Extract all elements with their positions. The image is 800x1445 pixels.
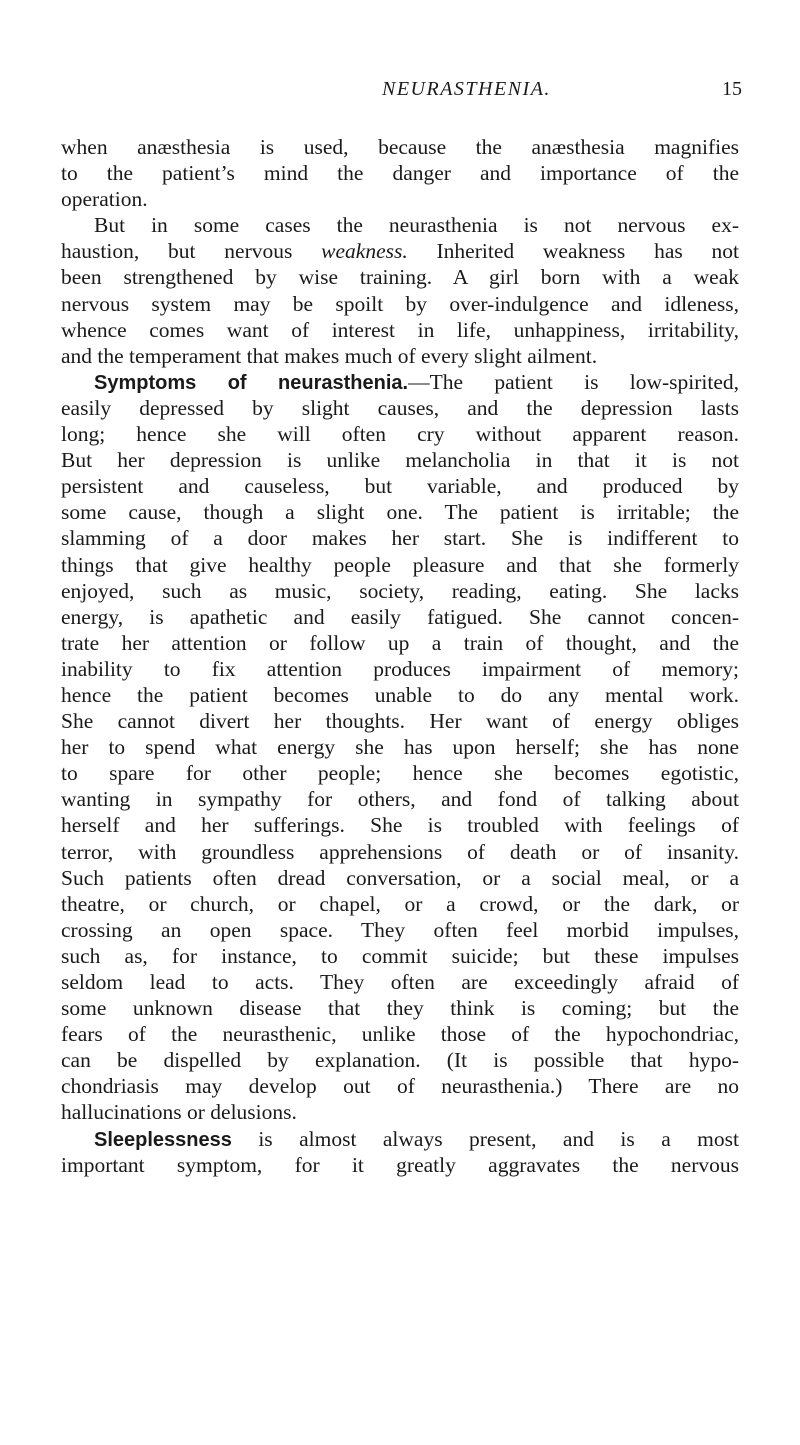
text-line: easily depressed by slight causes, and the depression lasts (61, 395, 739, 420)
text-line: whence comes want of interest in life, unhappiness, irritability, (61, 317, 739, 342)
text-line: some cause, though a slight one. The patient is irritable; the (61, 500, 739, 525)
text-line: her to spend what energy she has upon herself; she has none (61, 735, 739, 760)
text-segment: —The patient is low-spirited, (408, 369, 740, 394)
text-segment: haustion, but nervous (61, 239, 322, 264)
text-line: seldom lead to acts. They often are exceedingly afraid of (61, 970, 739, 994)
text-line: inability to fix attention produces impairment of memory; (61, 656, 739, 681)
text-line: She cannot divert her thoughts. Her want of energy obliges (61, 709, 739, 734)
text-line: terror, with groundless apprehensions of death or of insanity. (61, 839, 739, 864)
text-line: slamming of a door makes her start. She is indifferent to (61, 526, 739, 551)
text-line: nervous system may be spoilt by over-indulgence and idleness, (61, 291, 739, 316)
side-heading-sleeplessness: Sleeplessness (94, 1128, 232, 1151)
text-line: fears of the neurasthenic, unlike those of the hypochondriac, (61, 1022, 739, 1047)
text-line (61, 238, 739, 264)
text-line: operation. (61, 187, 148, 212)
text-line: chondriasis may develop out of neurasthenia.) There are no (61, 1074, 739, 1099)
text-line: been strengthened by wise training. A girl born with a weak (61, 265, 739, 290)
text-line: But her depression is unlike melancholia in that it is not (61, 448, 739, 473)
text-line: to spare for other people; hence she becomes egotistic, (61, 761, 739, 786)
text-line: important symptom, for it greatly aggravates the nervous (61, 1152, 739, 1177)
body-text (61, 134, 739, 1178)
running-head (0, 74, 800, 104)
text-line: some unknown disease that they think is coming; but the (61, 996, 739, 1021)
text-line: and the temperament that makes much of every slight ailment. (61, 343, 598, 368)
text-line: such as, for instance, to commit suicide; but these impulses (61, 943, 739, 968)
text-line: enjoyed, such as music, society, reading, eating. She lacks (61, 578, 739, 603)
text-line: herself and her sufferings. She is troubled with feelings of (61, 813, 739, 838)
text-line: crossing an open space. They often feel morbid impulses, (61, 917, 739, 942)
text-line: can be dispelled by explanation. (It is possible that hypo- (61, 1048, 739, 1073)
text-line: things that give healthy people pleasure and that she formerly (61, 552, 739, 577)
text-line: when anæsthesia is used, because the anæsthesia magnifies (61, 135, 739, 159)
text-line: hence the patient becomes unable to do any mental work. (61, 682, 739, 707)
text-line: long; hence she will often cry without apparent reason. (61, 422, 739, 447)
text-line: But in some cases the neurasthenia is not nervous ex- (94, 213, 739, 238)
text-line: theatre, or church, or chapel, or a crowd, or the dark, or (61, 891, 739, 916)
text-segment: Inherited weakness has not (407, 239, 739, 264)
text-line (61, 1126, 739, 1152)
text-line: hallucinations or delusions. (61, 1100, 297, 1125)
page-number: 15 (722, 78, 742, 100)
text-line: trate her attention or follow up a train of thought, and the (61, 630, 739, 655)
emphasis-weakness: weakness. (321, 239, 408, 264)
text-segment: is almost always present, and is a most (231, 1126, 739, 1151)
text-line: energy, is apathetic and easily fatigued. She cannot concen- (61, 604, 739, 629)
side-heading-symptoms: Symptoms of neurasthenia. (94, 371, 409, 394)
text-line: Such patients often dread conversation, or a social meal, or a (61, 865, 739, 890)
text-line (61, 369, 739, 395)
text-line: wanting in sympathy for others, and fond of talking about (61, 787, 739, 812)
text-line: persistent and causeless, but variable, and produced by (61, 474, 739, 499)
text-line: to the patient’s mind the danger and importance of the (61, 161, 739, 186)
running-title: NEURASTHENIA. (382, 78, 551, 100)
